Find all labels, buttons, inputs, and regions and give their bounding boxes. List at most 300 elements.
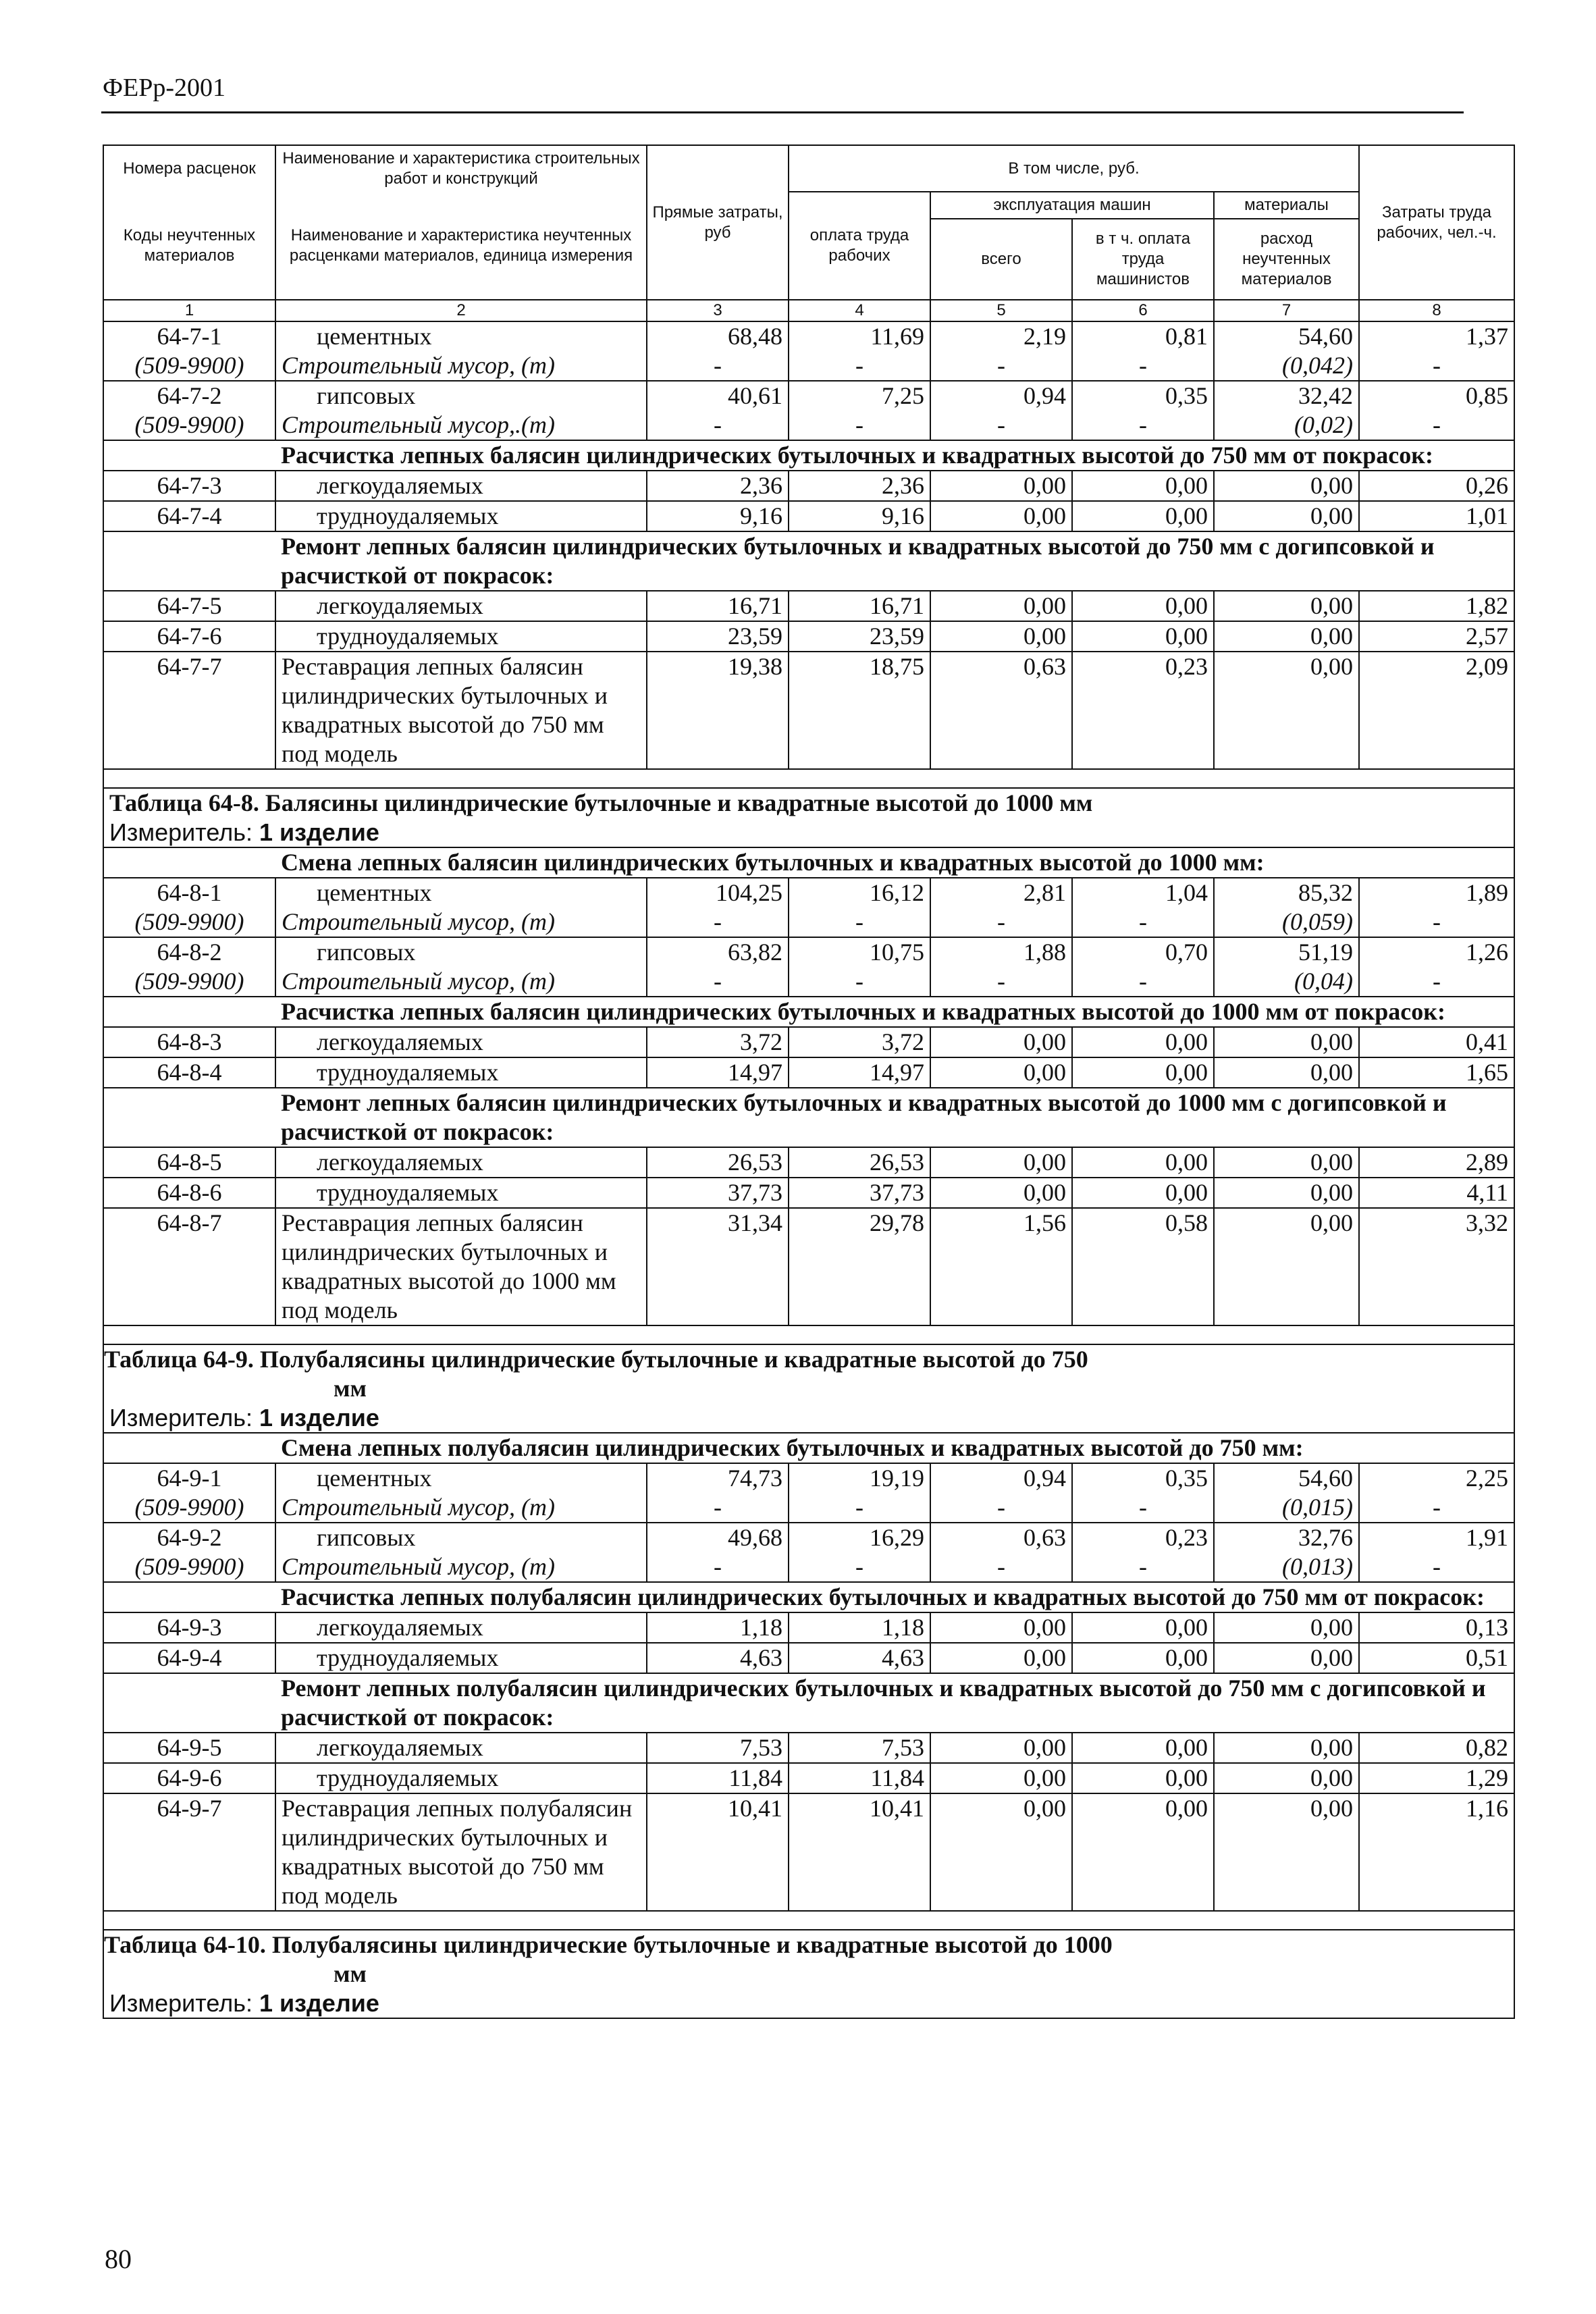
table-title-text: Таблица 64-9. Полубалясины цилиндрические бутылочные и квадратные высотой до 750 bbox=[104, 1346, 1088, 1373]
value-cell: 19,38 bbox=[647, 652, 789, 769]
value-cell: 9,16 bbox=[647, 501, 789, 531]
value-cell: - bbox=[789, 1493, 930, 1523]
value-cell: - bbox=[647, 908, 789, 937]
value-cell: 0,63 bbox=[930, 652, 1072, 769]
value-cell: 0,00 bbox=[1214, 1208, 1359, 1325]
section-row bbox=[103, 440, 1514, 471]
value-cell: 4,11 bbox=[1359, 1178, 1514, 1208]
rate-code: 64-7-5 bbox=[103, 591, 275, 621]
table-title-text: Таблица 64-10. Полубалясины цилиндрические бутылочные и квадратные высотой до 1000 bbox=[104, 1931, 1113, 1958]
value-cell: - bbox=[1072, 411, 1214, 440]
value-cell: - bbox=[930, 1493, 1072, 1523]
rate-code: 64-9-5 bbox=[103, 1733, 275, 1763]
column-number: 1 bbox=[103, 300, 275, 321]
value-cell: 10,41 bbox=[789, 1793, 930, 1911]
value-cell: 1,26 bbox=[1359, 937, 1514, 967]
value-cell: - bbox=[930, 351, 1072, 381]
material-code: (509-9900) bbox=[103, 1493, 275, 1523]
value-cell: 19,19 bbox=[789, 1463, 930, 1493]
value-cell: - bbox=[789, 411, 930, 440]
value-cell: 0,00 bbox=[930, 1178, 1072, 1208]
rate-code: 64-8-5 bbox=[103, 1147, 275, 1178]
value-cell: 0,00 bbox=[1072, 471, 1214, 501]
value-cell: - bbox=[1072, 908, 1214, 937]
rate-row bbox=[103, 1793, 1514, 1911]
spacer-row bbox=[103, 1325, 1514, 1344]
header-row-1 bbox=[103, 145, 1514, 192]
unit-row bbox=[103, 818, 1514, 847]
rate-row bbox=[103, 1733, 1514, 1763]
value-cell: - bbox=[647, 411, 789, 440]
value-cell: 2,89 bbox=[1359, 1147, 1514, 1178]
unit-value: 1 изделие bbox=[259, 1989, 379, 2017]
value-cell: 0,00 bbox=[930, 1793, 1072, 1911]
value-cell: 49,68 bbox=[647, 1523, 789, 1552]
value-cell: - bbox=[1359, 411, 1514, 440]
value-cell: 0,00 bbox=[1214, 1612, 1359, 1643]
work-name: легкоудаляемых bbox=[275, 1027, 647, 1057]
value-cell: - bbox=[930, 908, 1072, 937]
value-cell: - bbox=[930, 967, 1072, 997]
value-cell: 1,91 bbox=[1359, 1523, 1514, 1552]
value-cell: 0,00 bbox=[930, 471, 1072, 501]
rate-code: 64-8-3 bbox=[103, 1027, 275, 1057]
value-cell: 0,00 bbox=[1214, 501, 1359, 531]
rate-code: 64-9-1 bbox=[103, 1463, 275, 1493]
value-cell: 0,94 bbox=[930, 381, 1072, 411]
unit-label: Измеритель: bbox=[109, 818, 252, 846]
unit-row bbox=[103, 1403, 1514, 1433]
value-cell: - bbox=[1072, 1552, 1214, 1582]
value-cell: 2,19 bbox=[930, 321, 1072, 351]
value-cell: 0,00 bbox=[1214, 1027, 1359, 1057]
value-cell: 23,59 bbox=[647, 621, 789, 652]
value-cell: - bbox=[1072, 1493, 1214, 1523]
rate-row bbox=[103, 321, 1514, 351]
table-title bbox=[103, 1930, 1514, 1989]
value-cell: 2,81 bbox=[930, 878, 1072, 908]
unit-label: Измеритель: bbox=[109, 1404, 252, 1431]
table-title bbox=[103, 788, 1514, 818]
section-code-cell bbox=[103, 847, 275, 878]
material-name: Строительный мусор, (т) bbox=[275, 1552, 647, 1582]
work-name: гипсовых bbox=[275, 381, 647, 411]
value-cell: 54,60 bbox=[1214, 321, 1359, 351]
material-name: Строительный мусор, (т) bbox=[275, 908, 647, 937]
value-cell: 0,00 bbox=[1072, 1763, 1214, 1793]
unit-of-measure bbox=[103, 1403, 1514, 1433]
header-material-usage: расход неучтенных материалов bbox=[1214, 219, 1359, 300]
value-cell: - bbox=[1359, 967, 1514, 997]
material-row bbox=[103, 1493, 1514, 1523]
value-cell: - bbox=[1359, 908, 1514, 937]
header-work-name: Наименование и характеристика строительных работ и конструкций bbox=[275, 145, 647, 192]
value-cell: 11,84 bbox=[647, 1763, 789, 1793]
material-name: Строительный мусор, (т) bbox=[275, 967, 647, 997]
table-title-continuation: мм bbox=[334, 1375, 367, 1402]
material-code: (509-9900) bbox=[103, 908, 275, 937]
rate-row bbox=[103, 501, 1514, 531]
value-cell: 3,32 bbox=[1359, 1208, 1514, 1325]
header-machines-total: всего bbox=[930, 219, 1072, 300]
rate-row bbox=[103, 1463, 1514, 1493]
value-cell: 0,00 bbox=[1214, 1733, 1359, 1763]
section-code-cell bbox=[103, 531, 275, 591]
material-row bbox=[103, 351, 1514, 381]
value-cell: 0,94 bbox=[930, 1463, 1072, 1493]
unit-value: 1 изделие bbox=[259, 1404, 379, 1431]
value-cell: 1,18 bbox=[647, 1612, 789, 1643]
value-cell: 31,34 bbox=[647, 1208, 789, 1325]
work-name: легкоудаляемых bbox=[275, 591, 647, 621]
rate-row bbox=[103, 1027, 1514, 1057]
value-cell: - bbox=[1072, 351, 1214, 381]
section-row bbox=[103, 1088, 1514, 1147]
value-cell: - bbox=[789, 351, 930, 381]
rate-code: 64-7-7 bbox=[103, 652, 275, 769]
value-cell: 40,61 bbox=[647, 381, 789, 411]
work-name: трудноудаляемых bbox=[275, 1763, 647, 1793]
value-cell: (0,013) bbox=[1214, 1552, 1359, 1582]
header-operator-pay: в т ч. оплата труда машинистов bbox=[1072, 219, 1214, 300]
value-cell: 16,71 bbox=[789, 591, 930, 621]
rate-row bbox=[103, 1208, 1514, 1325]
value-cell: 32,42 bbox=[1214, 381, 1359, 411]
section-heading: Смена лепных балясин цилиндрических бутылочных и квадратных высотой до 1000 мм: bbox=[275, 847, 1514, 878]
rate-code: 64-9-3 bbox=[103, 1612, 275, 1643]
value-cell: 0,35 bbox=[1072, 381, 1214, 411]
value-cell: 1,88 bbox=[930, 937, 1072, 967]
value-cell: 2,57 bbox=[1359, 621, 1514, 652]
column-number: 3 bbox=[647, 300, 789, 321]
value-cell: 0,00 bbox=[1072, 1027, 1214, 1057]
value-cell: 0,63 bbox=[930, 1523, 1072, 1552]
rate-row bbox=[103, 381, 1514, 411]
value-cell: 0,81 bbox=[1072, 321, 1214, 351]
value-cell: 0,00 bbox=[930, 1733, 1072, 1763]
value-cell: - bbox=[647, 351, 789, 381]
value-cell: 26,53 bbox=[789, 1147, 930, 1178]
value-cell: 0,00 bbox=[1214, 471, 1359, 501]
spacer-cell bbox=[103, 1325, 1514, 1344]
value-cell: 0,00 bbox=[1214, 1763, 1359, 1793]
work-name: легкоудаляемых bbox=[275, 471, 647, 501]
column-number: 4 bbox=[789, 300, 930, 321]
work-name: легкоудаляемых bbox=[275, 1612, 647, 1643]
value-cell: 0,00 bbox=[930, 1147, 1072, 1178]
header-labor-hours: Затраты труда рабочих, чел.-ч. bbox=[1359, 145, 1514, 300]
work-name: цементных bbox=[275, 321, 647, 351]
material-code: (509-9900) bbox=[103, 967, 275, 997]
value-cell: 18,75 bbox=[789, 652, 930, 769]
value-cell: 0,23 bbox=[1072, 1523, 1214, 1552]
rate-code: 64-7-3 bbox=[103, 471, 275, 501]
rate-row bbox=[103, 937, 1514, 967]
value-cell: - bbox=[930, 1552, 1072, 1582]
material-row bbox=[103, 967, 1514, 997]
rate-row bbox=[103, 878, 1514, 908]
value-cell: 4,63 bbox=[647, 1643, 789, 1673]
rate-code: 64-8-1 bbox=[103, 878, 275, 908]
work-name: трудноудаляемых bbox=[275, 621, 647, 652]
material-name: Строительный мусор, (т) bbox=[275, 1493, 647, 1523]
work-name: Реставрация лепных полубалясин цилиндрических бутылочных и квадратных высотой до 750 мм под модель bbox=[275, 1793, 647, 1911]
work-name: трудноудаляемых bbox=[275, 501, 647, 531]
rate-code: 64-8-2 bbox=[103, 937, 275, 967]
value-cell: 4,63 bbox=[789, 1643, 930, 1673]
header-materials: материалы bbox=[1214, 192, 1359, 219]
running-head: ФЕРр-2001 bbox=[103, 74, 226, 102]
column-number: 2 bbox=[275, 300, 647, 321]
section-heading: Ремонт лепных полубалясин цилиндрических бутылочных и квадратных высотой до 750 мм с догипсовкой и расчисткой от покрасок: bbox=[275, 1673, 1514, 1733]
value-cell: 0,00 bbox=[1214, 1147, 1359, 1178]
value-cell: 0,00 bbox=[1214, 1643, 1359, 1673]
value-cell: 26,53 bbox=[647, 1147, 789, 1178]
value-cell: - bbox=[930, 411, 1072, 440]
table-title-text: Таблица 64-8. Балясины цилиндрические бутылочные и квадратные высотой до 1000 мм bbox=[109, 789, 1093, 816]
value-cell: 1,16 bbox=[1359, 1793, 1514, 1911]
value-cell: 37,73 bbox=[647, 1178, 789, 1208]
section-heading: Ремонт лепных балясин цилиндрических бутылочных и квадратных высотой до 750 мм с догипсовкой и расчисткой от покрасок: bbox=[275, 531, 1514, 591]
rate-row bbox=[103, 1643, 1514, 1673]
value-cell: 7,25 bbox=[789, 381, 930, 411]
rate-row bbox=[103, 652, 1514, 769]
value-cell: 63,82 bbox=[647, 937, 789, 967]
value-cell: 0,85 bbox=[1359, 381, 1514, 411]
work-name: трудноудаляемых bbox=[275, 1643, 647, 1673]
rate-code: 64-7-4 bbox=[103, 501, 275, 531]
value-cell: 0,70 bbox=[1072, 937, 1214, 967]
value-cell: - bbox=[647, 1552, 789, 1582]
rate-code: 64-9-7 bbox=[103, 1793, 275, 1911]
material-name: Строительный мусор, (т) bbox=[275, 351, 647, 381]
value-cell: 0,00 bbox=[1072, 501, 1214, 531]
value-cell: 0,00 bbox=[1072, 621, 1214, 652]
material-name: Строительный мусор,.(т) bbox=[275, 411, 647, 440]
rate-code: 64-7-2 bbox=[103, 381, 275, 411]
value-cell: 0,00 bbox=[1214, 1057, 1359, 1088]
table-title bbox=[103, 1344, 1514, 1403]
value-cell: 7,53 bbox=[789, 1733, 930, 1763]
value-cell: 74,73 bbox=[647, 1463, 789, 1493]
value-cell: - bbox=[789, 967, 930, 997]
value-cell: 0,00 bbox=[930, 1027, 1072, 1057]
rate-row bbox=[103, 621, 1514, 652]
value-cell: 1,56 bbox=[930, 1208, 1072, 1325]
value-cell: (0,042) bbox=[1214, 351, 1359, 381]
value-cell: 14,97 bbox=[789, 1057, 930, 1088]
value-cell: 0,00 bbox=[1072, 1057, 1214, 1088]
value-cell: 0,51 bbox=[1359, 1643, 1514, 1673]
value-cell: (0,015) bbox=[1214, 1493, 1359, 1523]
section-heading: Расчистка лепных балясин цилиндрических бутылочных и квадратных высотой до 750 мм от покрасок: bbox=[275, 440, 1514, 471]
value-cell: 10,41 bbox=[647, 1793, 789, 1911]
value-cell: 0,00 bbox=[930, 1612, 1072, 1643]
value-cell: 51,19 bbox=[1214, 937, 1359, 967]
section-heading: Смена лепных полубалясин цилиндрических бутылочных и квадратных высотой до 750 мм: bbox=[275, 1433, 1514, 1463]
value-cell: 54,60 bbox=[1214, 1463, 1359, 1493]
value-cell: 0,00 bbox=[930, 1763, 1072, 1793]
header-column-numbers bbox=[103, 300, 1514, 321]
rate-code: 64-7-6 bbox=[103, 621, 275, 652]
value-cell: 0,00 bbox=[1072, 1793, 1214, 1911]
section-row bbox=[103, 1673, 1514, 1733]
value-cell: 104,25 bbox=[647, 878, 789, 908]
value-cell: 37,73 bbox=[789, 1178, 930, 1208]
column-number: 8 bbox=[1359, 300, 1514, 321]
value-cell: 32,76 bbox=[1214, 1523, 1359, 1552]
rate-row bbox=[103, 591, 1514, 621]
value-cell: - bbox=[647, 1493, 789, 1523]
header-direct-costs: Прямые затраты, руб bbox=[647, 145, 789, 300]
header-material-code: Коды неучтенных материалов bbox=[103, 192, 275, 300]
value-cell: 3,72 bbox=[789, 1027, 930, 1057]
value-cell: 2,36 bbox=[647, 471, 789, 501]
unit-value: 1 изделие bbox=[259, 818, 379, 846]
value-cell: (0,059) bbox=[1214, 908, 1359, 937]
rate-code: 64-8-7 bbox=[103, 1208, 275, 1325]
work-name: Реставрация лепных балясин цилиндрических бутылочных и квадратных высотой до 1000 мм под модель bbox=[275, 1208, 647, 1325]
value-cell: 16,12 bbox=[789, 878, 930, 908]
value-cell: 7,53 bbox=[647, 1733, 789, 1763]
spacer-row bbox=[103, 769, 1514, 788]
material-code: (509-9900) bbox=[103, 1552, 275, 1582]
value-cell: 1,89 bbox=[1359, 878, 1514, 908]
section-row bbox=[103, 1433, 1514, 1463]
value-cell: 1,04 bbox=[1072, 878, 1214, 908]
value-cell: 1,29 bbox=[1359, 1763, 1514, 1793]
rate-row bbox=[103, 471, 1514, 501]
value-cell: 9,16 bbox=[789, 501, 930, 531]
value-cell: 1,37 bbox=[1359, 321, 1514, 351]
spacer-row bbox=[103, 1911, 1514, 1930]
value-cell: 16,29 bbox=[789, 1523, 930, 1552]
section-heading: Расчистка лепных полубалясин цилиндрических бутылочных и квадратных высотой до 750 мм от покрасок: bbox=[275, 1582, 1514, 1612]
work-name: трудноудаляемых bbox=[275, 1057, 647, 1088]
value-cell: 0,00 bbox=[1214, 1793, 1359, 1911]
rate-code: 64-7-1 bbox=[103, 321, 275, 351]
material-row bbox=[103, 1552, 1514, 1582]
value-cell: 0,00 bbox=[930, 591, 1072, 621]
material-code: (509-9900) bbox=[103, 411, 275, 440]
value-cell: (0,04) bbox=[1214, 967, 1359, 997]
material-code: (509-9900) bbox=[103, 351, 275, 381]
value-cell: 0,00 bbox=[1214, 621, 1359, 652]
value-cell: 0,00 bbox=[1072, 1178, 1214, 1208]
column-number: 7 bbox=[1214, 300, 1359, 321]
value-cell: 2,09 bbox=[1359, 652, 1514, 769]
work-name: легкоудаляемых bbox=[275, 1147, 647, 1178]
value-cell: 14,97 bbox=[647, 1057, 789, 1088]
value-cell: 0,00 bbox=[1214, 1178, 1359, 1208]
table-title-row bbox=[103, 788, 1514, 818]
rate-code: 64-8-4 bbox=[103, 1057, 275, 1088]
section-row bbox=[103, 1582, 1514, 1612]
value-cell: 1,82 bbox=[1359, 591, 1514, 621]
value-cell: - bbox=[1359, 1493, 1514, 1523]
value-cell: 0,00 bbox=[930, 1643, 1072, 1673]
value-cell: 10,75 bbox=[789, 937, 930, 967]
value-cell: (0,02) bbox=[1214, 411, 1359, 440]
section-code-cell bbox=[103, 1582, 275, 1612]
rate-code: 64-9-2 bbox=[103, 1523, 275, 1552]
rate-row bbox=[103, 1057, 1514, 1088]
header-including: В том числе, руб. bbox=[789, 145, 1359, 192]
section-code-cell bbox=[103, 1673, 275, 1733]
work-name: цементных bbox=[275, 1463, 647, 1493]
value-cell: 0,00 bbox=[1072, 1147, 1214, 1178]
value-cell: 0,26 bbox=[1359, 471, 1514, 501]
value-cell: 0,82 bbox=[1359, 1733, 1514, 1763]
value-cell: - bbox=[1072, 967, 1214, 997]
rate-row bbox=[103, 1523, 1514, 1552]
work-name: цементных bbox=[275, 878, 647, 908]
value-cell: 0,13 bbox=[1359, 1612, 1514, 1643]
page-number: 80 bbox=[105, 2244, 132, 2274]
value-cell: 11,69 bbox=[789, 321, 930, 351]
value-cell: 0,35 bbox=[1072, 1463, 1214, 1493]
table-title-row bbox=[103, 1344, 1514, 1403]
value-cell: 29,78 bbox=[789, 1208, 930, 1325]
work-name: трудноудаляемых bbox=[275, 1178, 647, 1208]
unit-label: Измеритель: bbox=[109, 1989, 252, 2017]
value-cell: 0,41 bbox=[1359, 1027, 1514, 1057]
value-cell: 0,23 bbox=[1072, 652, 1214, 769]
section-heading: Расчистка лепных балясин цилиндрических бутылочных и квадратных высотой до 1000 мм от покрасок: bbox=[275, 997, 1514, 1027]
value-cell: 0,58 bbox=[1072, 1208, 1214, 1325]
rate-row bbox=[103, 1763, 1514, 1793]
section-code-cell bbox=[103, 997, 275, 1027]
header-machines: эксплуатация машин bbox=[930, 192, 1214, 219]
value-cell: 1,65 bbox=[1359, 1057, 1514, 1088]
value-cell: 1,18 bbox=[789, 1612, 930, 1643]
section-code-cell bbox=[103, 440, 275, 471]
section-row bbox=[103, 997, 1514, 1027]
value-cell: 0,00 bbox=[1072, 1612, 1214, 1643]
rate-code: 64-8-6 bbox=[103, 1178, 275, 1208]
material-row bbox=[103, 908, 1514, 937]
table-title-row bbox=[103, 1930, 1514, 1989]
rate-row bbox=[103, 1612, 1514, 1643]
unit-of-measure bbox=[103, 818, 1514, 847]
value-cell: 23,59 bbox=[789, 621, 930, 652]
header-rate-number: Номера расценок bbox=[103, 145, 275, 192]
value-cell: 0,00 bbox=[1072, 1643, 1214, 1673]
rate-row bbox=[103, 1178, 1514, 1208]
header-material-name: Наименование и характеристика неучтенных расценками материалов, единица измерения bbox=[275, 192, 647, 300]
unit-row bbox=[103, 1989, 1514, 2018]
spacer-cell bbox=[103, 1911, 1514, 1930]
value-cell: 0,00 bbox=[1072, 591, 1214, 621]
section-heading: Ремонт лепных балясин цилиндрических бутылочных и квадратных высотой до 1000 мм с догипсовкой и расчисткой от покрасок: bbox=[275, 1088, 1514, 1147]
rate-row bbox=[103, 1147, 1514, 1178]
value-cell: 16,71 bbox=[647, 591, 789, 621]
value-cell: - bbox=[1359, 1552, 1514, 1582]
value-cell: - bbox=[789, 1552, 930, 1582]
value-cell: 1,01 bbox=[1359, 501, 1514, 531]
value-cell: 3,72 bbox=[647, 1027, 789, 1057]
column-number: 5 bbox=[930, 300, 1072, 321]
section-row bbox=[103, 847, 1514, 878]
header-row-2 bbox=[103, 192, 1514, 219]
value-cell: - bbox=[1359, 351, 1514, 381]
value-cell: 2,25 bbox=[1359, 1463, 1514, 1493]
section-code-cell bbox=[103, 1088, 275, 1147]
value-cell: 11,84 bbox=[789, 1763, 930, 1793]
rate-code: 64-9-6 bbox=[103, 1763, 275, 1793]
value-cell: - bbox=[647, 967, 789, 997]
value-cell: 0,00 bbox=[930, 621, 1072, 652]
